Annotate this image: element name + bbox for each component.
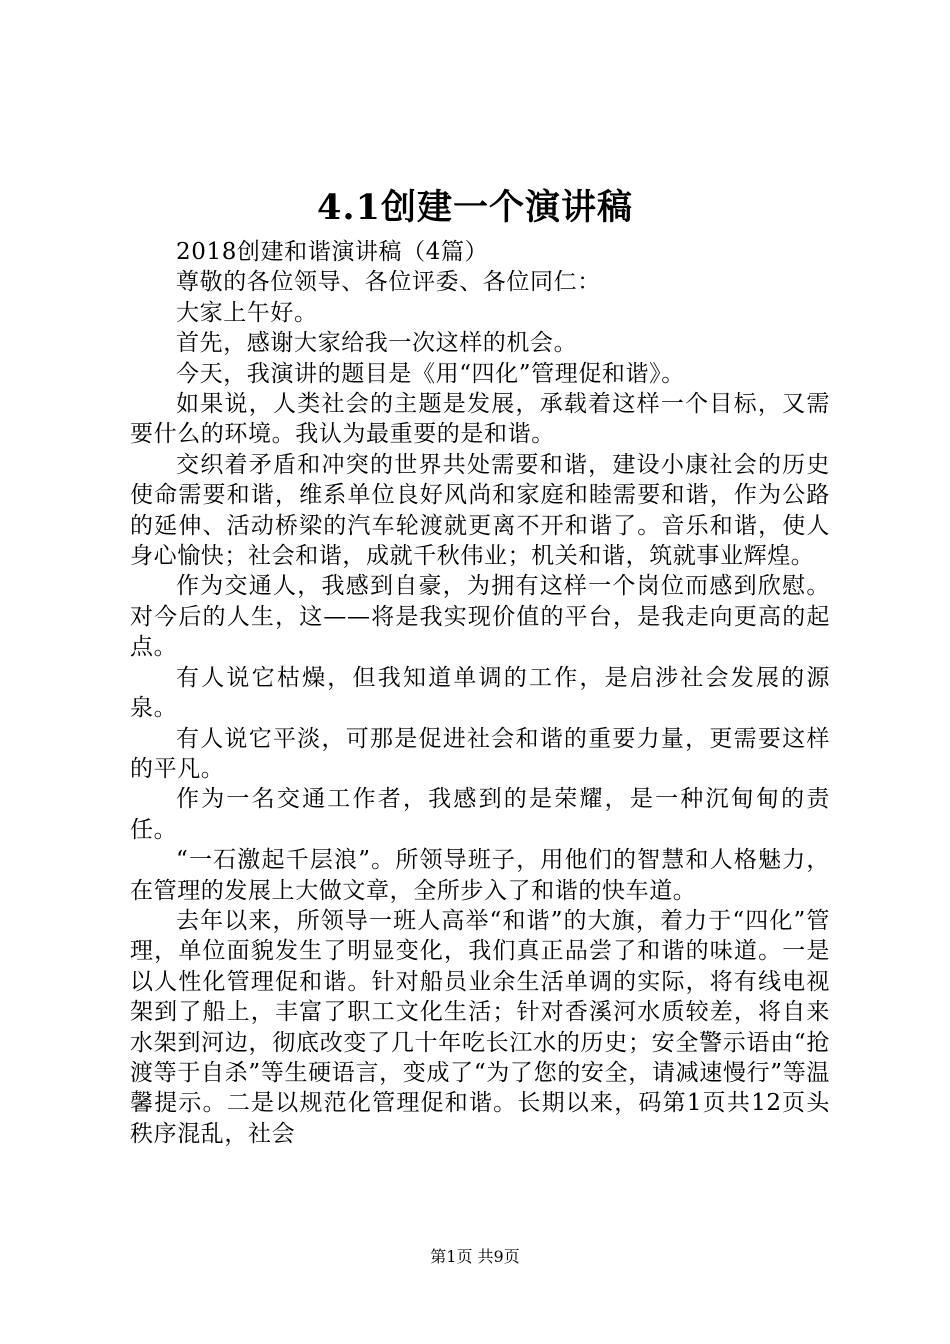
paragraph: 作为一名交通工作者，我感到的是荣耀，是一种沉甸甸的责任。 (130, 786, 830, 843)
paragraph: 尊敬的各位领导、各位评委、各位同仁： (176, 269, 601, 296)
paragraph: 交织着矛盾和冲突的世界共处需要和谐，建设小康社会的历史使命需要和谐，维系单位良好风尚和家庭和睦需要和谐，作为公路的延伸、活动桥梁的汽车轮渡就更离不开和谐了。音乐和谐，使人身心愉快；社会和谐，成就千秋伟业；机关和谐，筑就事业辉煌。 (130, 451, 830, 570)
paragraph: 去年以来，所领导一班人高举“和谐”的大旗，着力于“四化”管理，单位面貌发生了明显变化，我们真正品尝了和谐的味道。一是以人性化管理促和谐。针对船员业余生活单调的实际，将有线电视架到了船上，丰富了职工文化生活；针对香溪河水质较差，将自来水架到河边，彻底改变了几十年吃长江水的历史；安全警示语由“抢渡等于自杀”等生硬语言，变成了“为了您的安全，请减速慢行”等温馨提示。二是以规范化管理促和谐。长期以来，码第1页共12页头秩序混乱，社会 (130, 907, 830, 1147)
document-title: 4.1创建一个演讲稿 (317, 187, 633, 228)
paragraph: 首先，感谢大家给我一次这样的机会。 (176, 330, 578, 357)
paragraph: 2018创建和谐演讲稿（4篇） (176, 239, 489, 265)
paragraph: 有人说它平淡，可那是促进社会和谐的重要力量，更需要这样的平凡。 (130, 725, 830, 782)
paragraph: “一石激起千层浪”。所领导班子，用他们的智慧和人格魅力，在管理的发展上大做文章，全所步入了和谐的快车道。 (130, 847, 830, 904)
paragraph: 大家上午好。 (176, 299, 318, 326)
paragraph: 今天，我演讲的题目是《用“四化”管理促和谐》。 (176, 360, 685, 387)
paragraph: 如果说，人类社会的主题是发展，承载着这样一个目标，又需要什么的环境。我认为最重要的是和谐。 (130, 391, 830, 448)
paragraph: 有人说它枯燥，但我知道单调的工作，是启涉社会发展的源泉。 (130, 664, 830, 722)
paragraph: 作为交通人，我感到自豪，为拥有这样一个岗位而感到欣慰。对今后的人生，这——将是我实现价值的平台，是我走向更高的起点。 (130, 573, 830, 661)
page-footer: 第1页 共9页 (430, 1247, 520, 1266)
document-body (130, 237, 830, 1149)
